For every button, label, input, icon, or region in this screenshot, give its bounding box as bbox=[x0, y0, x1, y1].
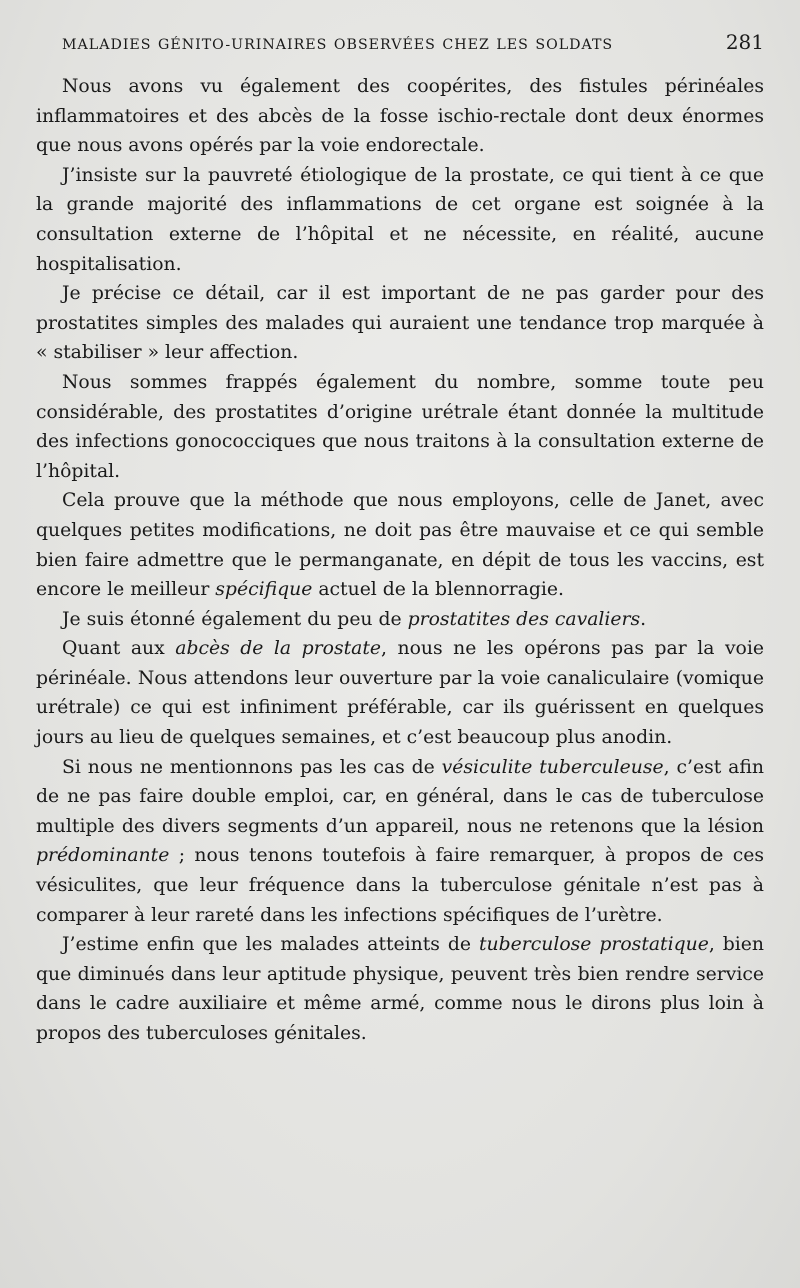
text-run: Je précise ce détail, car il est important de ne pas garder pour des prostatites simples des malades qui auraient une tendance trop marquée à « stabiliser » leur affection. bbox=[36, 283, 764, 364]
text-run: Je suis étonné également du peu de bbox=[62, 608, 408, 630]
paragraph bbox=[36, 486, 764, 604]
italic-text: prostatites des cavaliers bbox=[407, 608, 641, 630]
text-run: actuel de la blennorragie. bbox=[312, 579, 564, 601]
italic-text: vésiculite tuberculeuse bbox=[441, 756, 664, 778]
text-run: Quant aux bbox=[62, 638, 176, 660]
text-run: Nous sommes frappés également du nombre, somme toute peu considérable, des prostatites d’origine urétrale étant donnée la multitude des infections gonococciques que nous traitons à la consultation externe de l’hôpital. bbox=[36, 371, 764, 482]
paragraph bbox=[36, 279, 764, 368]
text-run: Nous avons vu également des coopérites, des fistules périnéales inflammatoires et des abcès de la fosse ischio-rectale dont deux énormes que nous avons opérés par la voie endorectale. bbox=[36, 76, 764, 157]
paragraph bbox=[36, 634, 764, 752]
text-run: Cela prouve que la méthode que nous employons, celle de Janet, avec quelques petites modifications, ne doit pas être mauvaise et ce qui semble bien faire admettre que le permanganate, en dépit de tous les vaccins, est encore le meilleur bbox=[36, 490, 764, 601]
text-run: J’insiste sur la pauvreté étiologique de la prostate, ce qui tient à ce que la grande majorité des inflammations de cet organe est soignée à la consultation externe de l’hôpital et ne nécessite, en réalité, aucune hospitalisation. bbox=[36, 164, 764, 275]
text-run: J’estime enfin que les malades atteints de bbox=[62, 934, 479, 956]
paragraph bbox=[36, 72, 764, 161]
text-run: , nous ne les opérons pas par la voie périnéale. Nous attendons leur ouverture par la voie canaliculaire (vomique urétrale) ce qui est infiniment préférable, car ils guérissent en quelques jours au lieu de quelques semaines, et c’est beaucoup plus anodin. bbox=[36, 638, 764, 749]
italic-text: prédominante bbox=[36, 845, 170, 867]
paragraph bbox=[36, 605, 764, 635]
text-run: . bbox=[640, 608, 647, 630]
text-run: Si nous ne mentionnons pas les cas de bbox=[62, 756, 442, 778]
italic-text: abcès de la prostate bbox=[175, 638, 382, 660]
text-run: ; nous tenons toutefois à faire remarquer, à propos de ces vésiculites, que leur fréquence dans la tuberculose génitale n’est pas à comparer à leur rareté dans les infections spécifiques de l’urètre. bbox=[36, 845, 764, 926]
running-title: MALADIES GÉNITO-URINAIRES OBSERVÉES CHEZ LES SOLDATS bbox=[62, 37, 614, 53]
italic-text: tuberculose prostatique bbox=[478, 934, 709, 956]
paragraph bbox=[36, 368, 764, 486]
body-text bbox=[36, 72, 764, 1049]
page-number: 281 bbox=[725, 30, 764, 54]
text-run: , bien que diminués dans leur aptitude physique, peuvent très bien rendre service dans le cadre auxiliaire et même armé, comme nous le dirons plus loin à propos des tuberculoses génitales. bbox=[36, 934, 765, 1044]
paragraph bbox=[36, 930, 764, 1048]
paragraph bbox=[36, 753, 764, 931]
running-head bbox=[62, 30, 764, 60]
paragraph bbox=[36, 161, 764, 279]
italic-text: spécifique bbox=[215, 579, 313, 601]
text-run: , c’est afin de ne pas faire double emploi, car, en général, dans le cas de tuberculose multiple des divers segments d’un appareil, nous ne retenons que la lésion bbox=[36, 756, 764, 837]
